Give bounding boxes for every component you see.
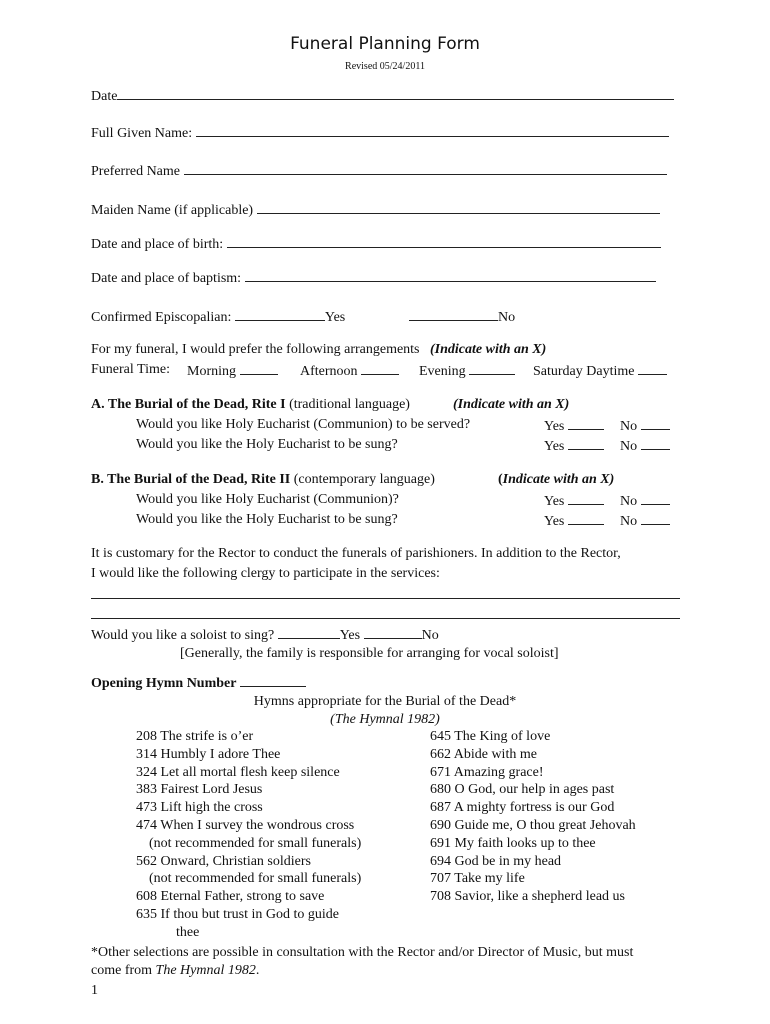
evening-label: Evening [419, 364, 466, 379]
arrangements-indicate: (Indicate with an X) [430, 342, 547, 357]
hymn-list-right [430, 728, 636, 906]
morning-label: Morning [187, 364, 236, 379]
hymn-item: 680 O God, our help in ages past [430, 782, 615, 798]
hymn-item: 687 A mighty fortress is our God [430, 800, 615, 816]
yes-label: Yes [544, 419, 565, 434]
rite1-language: (traditional language) [289, 397, 410, 412]
clergy-line-2: I would like the following clergy to participate in the services: [91, 566, 440, 581]
rite2-indicate-paren: ( [498, 472, 503, 487]
evening-field[interactable] [469, 361, 515, 375]
date-label: Date [91, 89, 118, 104]
confirmed-yes-field[interactable] [235, 307, 325, 321]
funeral-time-label: Funeral Time: [91, 362, 170, 377]
rite2-q2: Would you like the Holy Eucharist to be sung? [136, 512, 398, 527]
confirmed-row [91, 307, 345, 326]
opening-hymn-row [91, 673, 306, 692]
preferred-name-label: Preferred Name [91, 164, 181, 179]
birth-field[interactable] [227, 234, 661, 248]
hymn-note: (not recommended for small funerals) [149, 835, 362, 851]
birth-row [91, 234, 661, 253]
rite2-q1-no [620, 491, 670, 510]
funeral-time-row [91, 361, 170, 378]
full-name-row [91, 123, 669, 142]
yes-label: Yes [544, 514, 565, 529]
hymn-item: 208 The strife is o’er [136, 729, 254, 744]
soloist-yes-label: Yes [339, 628, 361, 643]
afternoon-field[interactable] [361, 361, 399, 375]
hymn-item: 707 Take my life [430, 871, 525, 887]
revision-date: Revised 05/24/2011 [345, 61, 425, 72]
hymn-item: 671 Amazing grace! [430, 764, 544, 780]
page-number: 1 [91, 983, 98, 998]
morning-option [187, 361, 278, 380]
rite1-q1-no-field[interactable] [641, 416, 670, 430]
opening-hymn-field[interactable] [240, 673, 306, 687]
hymns-heading: Hymns appropriate for the Burial of the Dead* [253, 694, 517, 709]
rite2-q1-no-field[interactable] [641, 491, 670, 505]
soloist-no-label: No [421, 628, 439, 643]
rite2-q1: Would you like Holy Eucharist (Communion)? [136, 492, 399, 507]
rite2-indicate-row [498, 471, 614, 488]
footnote-hymnal: The Hymnal 1982 [155, 963, 256, 978]
hymn-item: 608 Eternal Father, strong to save [136, 889, 325, 905]
hymnal-source: (The Hymnal 1982) [330, 712, 440, 727]
evening-option [419, 361, 515, 380]
soloist-no-field[interactable] [364, 625, 422, 639]
birth-label: Date and place of birth: [91, 237, 224, 252]
maiden-name-row [91, 200, 660, 219]
confirmed-yes-label: Yes [324, 310, 346, 325]
morning-field[interactable] [240, 361, 278, 375]
hymn-item: 383 Fairest Lord Jesus [136, 782, 263, 798]
date-row [91, 86, 674, 105]
afternoon-option [300, 361, 399, 380]
baptism-row [91, 268, 656, 287]
clergy-line-1: It is customary for the Rector to conduct the funerals of parishioners. In addition to the Rector, [91, 546, 621, 561]
clergy-field-2[interactable] [91, 618, 680, 619]
hymn-note: (not recommended for small funerals) [149, 871, 362, 887]
rite2-q2-no [620, 511, 670, 530]
hymn-item: 690 Guide me, O thou great Jehovah [430, 817, 636, 833]
rite1-q1-yes-field[interactable] [568, 416, 604, 430]
full-name-field[interactable] [196, 123, 669, 137]
rite1-q1: Would you like Holy Eucharist (Communion) to be served? [136, 417, 471, 432]
maiden-name-label: Maiden Name (if applicable) [91, 203, 254, 218]
preferred-name-field[interactable] [184, 161, 667, 175]
hymn-list-left [136, 728, 361, 942]
rite1-heading-row [91, 396, 410, 413]
rite2-language: (contemporary language) [293, 472, 435, 487]
full-name-label: Full Given Name: [91, 126, 193, 141]
baptism-label: Date and place of baptism: [91, 271, 242, 286]
hymn-item: 691 My faith looks up to thee [430, 835, 596, 851]
hymn-item-continued: thee [176, 924, 200, 940]
soloist-question: Would you like a soloist to sing? [91, 628, 275, 643]
confirmed-no-field[interactable] [409, 307, 498, 321]
rite1-q1-yes [544, 416, 604, 435]
soloist-row [91, 625, 439, 644]
rite2-heading-row [91, 471, 435, 488]
rite1-q2-yes [544, 436, 604, 455]
yes-label: Yes [544, 439, 565, 454]
hymn-item: 662 Abide with me [430, 746, 537, 762]
afternoon-label: Afternoon [300, 364, 358, 379]
confirmed-no-row [409, 307, 515, 326]
rite2-q1-yes [544, 491, 604, 510]
rite2-q1-yes-field[interactable] [568, 491, 604, 505]
footnote-line-2 [91, 962, 259, 979]
baptism-field[interactable] [245, 268, 656, 282]
confirmed-no-label: No [498, 310, 516, 325]
rite2-indicate: Indicate with an X) [502, 472, 615, 487]
no-label: No [620, 514, 638, 529]
maiden-name-field[interactable] [257, 200, 660, 214]
rite2-heading: B. The Burial of the Dead, Rite II [91, 472, 291, 487]
no-label: No [620, 494, 638, 509]
footnote-text: come from [91, 963, 156, 978]
hymn-item: 324 Let all mortal flesh keep silence [136, 764, 340, 780]
rite1-indicate: (Indicate with an X) [453, 397, 570, 412]
hymn-item: 645 The King of love [430, 729, 551, 744]
no-label: No [620, 419, 638, 434]
clergy-field-1[interactable] [91, 598, 680, 599]
hymn-item: 473 Lift high the cross [136, 800, 263, 816]
rite1-q1-no [620, 416, 670, 435]
soloist-note: [Generally, the family is responsible for arranging for vocal soloist] [180, 646, 559, 661]
hymn-item: 694 God be in my head [430, 853, 562, 869]
hymn-item: 708 Savior, like a shepherd lead us [430, 889, 626, 905]
preferred-name-row [91, 161, 667, 180]
rite2-q2-yes-field[interactable] [568, 511, 604, 525]
saturday-field[interactable] [638, 361, 667, 375]
hymn-item: 562 Onward, Christian soldiers [136, 853, 311, 869]
yes-label: Yes [544, 494, 565, 509]
rite2-q2-no-field[interactable] [641, 511, 670, 525]
no-label: No [620, 439, 638, 454]
hymn-item: 314 Humbly I adore Thee [136, 746, 281, 762]
arrangements-intro: For my funeral, I would prefer the following arrangements [91, 342, 420, 357]
saturday-label: Saturday Daytime [533, 364, 635, 379]
opening-hymn-label: Opening Hymn Number [91, 676, 237, 691]
footnote-period: . [255, 963, 260, 978]
hymn-item: 474 When I survey the wondrous cross [136, 817, 355, 833]
rite1-q2-no [620, 436, 670, 455]
rite2-q2-yes [544, 511, 604, 530]
footnote-line-1: *Other selections are possible in consultation with the Rector and/or Director of Music, but must [91, 945, 634, 960]
arrangements-intro-row [91, 341, 546, 358]
rite1-indicate-row [453, 396, 569, 413]
soloist-yes-field[interactable] [278, 625, 340, 639]
hymn-item: 635 If thou but trust in God to guide [136, 906, 339, 922]
page-title: Funeral Planning Form [290, 34, 480, 54]
rite1-q2-no-field[interactable] [641, 436, 670, 450]
rite1-q2: Would you like the Holy Eucharist to be sung? [136, 437, 398, 452]
rite1-heading: A. The Burial of the Dead, Rite I [91, 397, 286, 412]
saturday-option [533, 361, 667, 380]
rite1-q2-yes-field[interactable] [568, 436, 604, 450]
confirmed-label: Confirmed Episcopalian: [91, 310, 232, 325]
date-field[interactable] [117, 86, 674, 100]
